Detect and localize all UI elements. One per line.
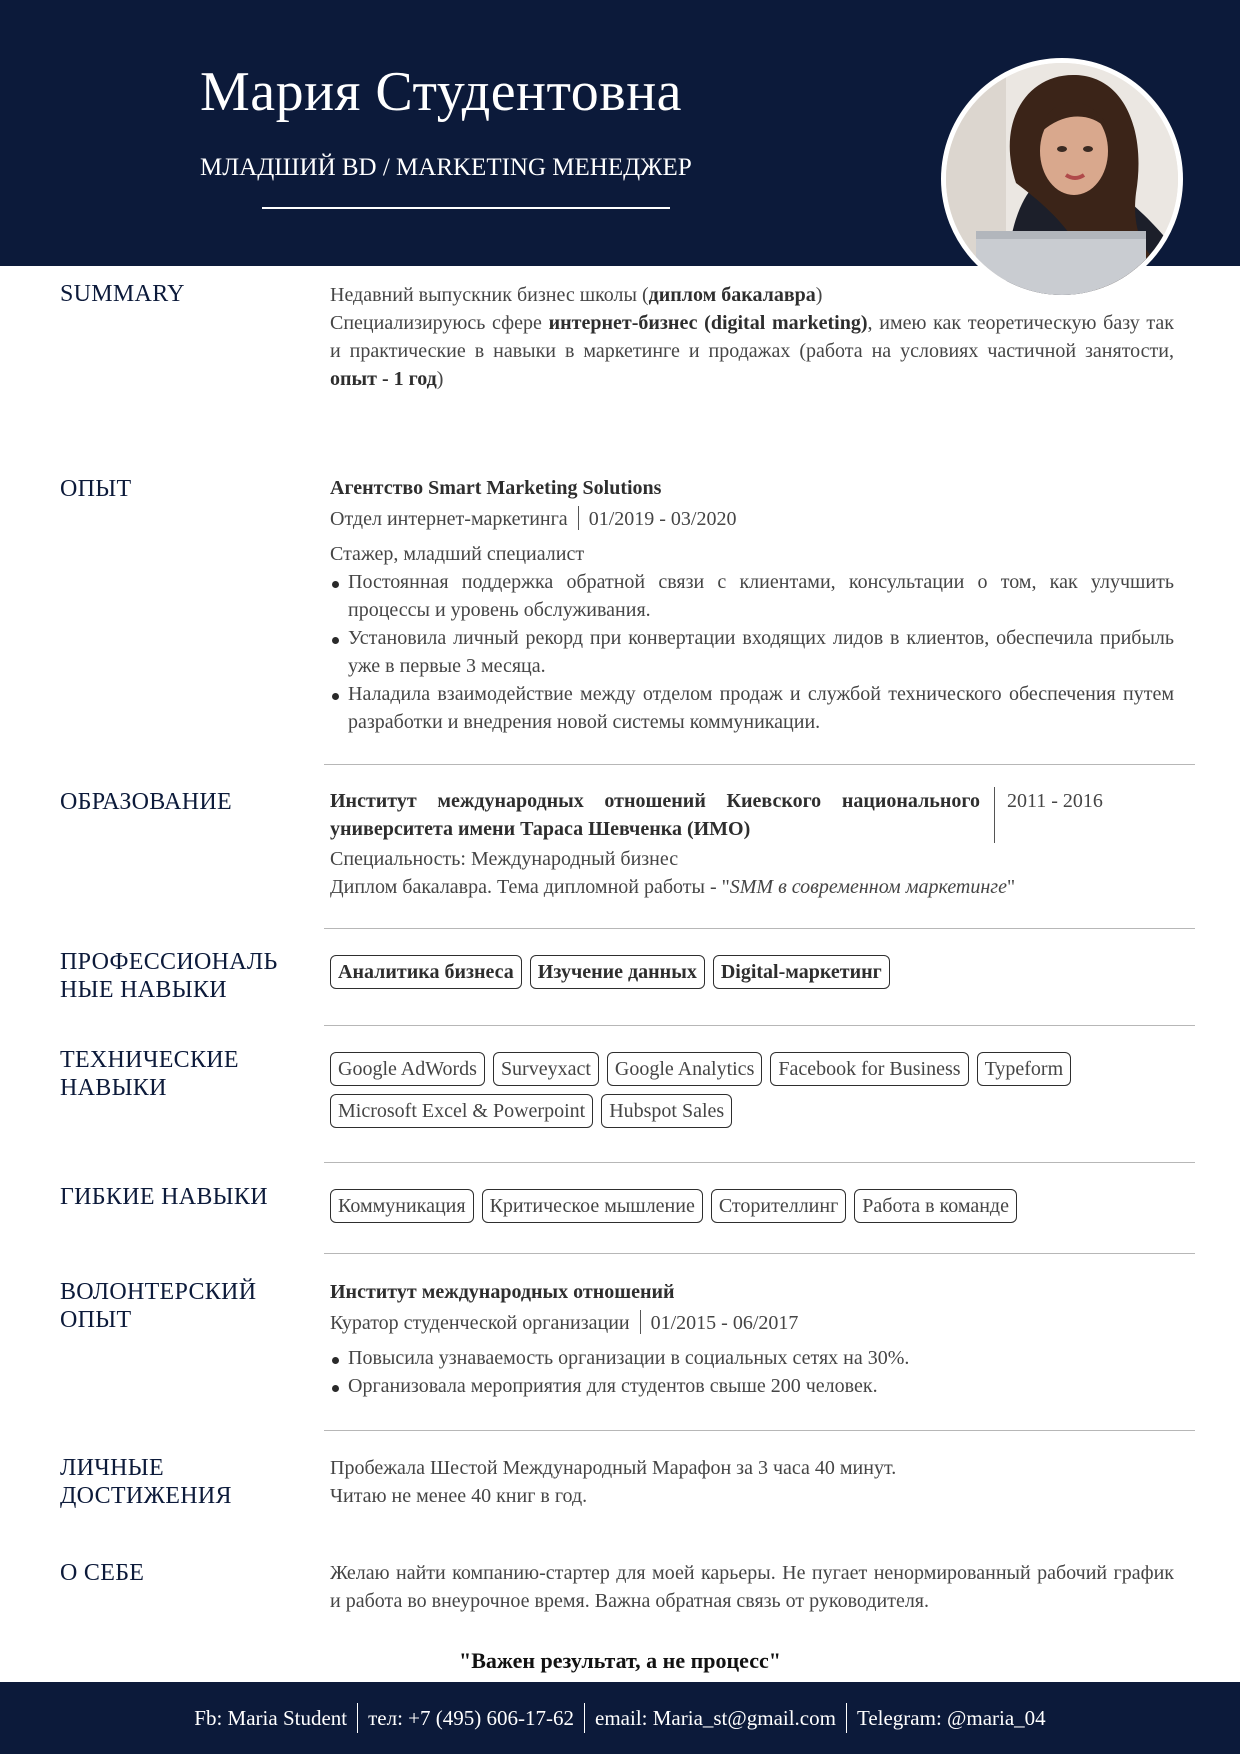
skill-tag: Facebook for Business bbox=[770, 1052, 968, 1086]
volunteer-role: Куратор студенческой организации bbox=[330, 1312, 630, 1334]
volunteer-organization: Институт международных отношений bbox=[330, 1281, 675, 1303]
thesis-text-part: Диплом бакалавра. Тема дипломной работы - " bbox=[330, 876, 730, 898]
contact-footer bbox=[0, 1682, 1240, 1754]
section-divider bbox=[324, 1162, 1195, 1163]
education-thesis bbox=[330, 873, 1174, 901]
experience-block bbox=[330, 474, 1174, 736]
section-divider bbox=[324, 928, 1195, 929]
skill-tag: Аналитика бизнеса bbox=[330, 955, 522, 989]
section-divider bbox=[324, 1430, 1195, 1431]
profile-photo bbox=[941, 58, 1183, 300]
education-specialty: Специальность: Международный бизнес bbox=[330, 848, 679, 870]
skill-tag: Typeform bbox=[977, 1052, 1072, 1086]
section-label-professional-skills bbox=[60, 948, 320, 1004]
achievement-line: Читаю не менее 40 книг в год. bbox=[330, 1485, 588, 1507]
summary-text-part: Недавний выпускник бизнес школы ( bbox=[330, 284, 649, 306]
tag-list bbox=[330, 1052, 1150, 1128]
summary-text-part: , имею как теоретическую базу так и практические в навыки в маркетинге и продажах (работа на условиях частичной занятости, bbox=[330, 312, 1175, 362]
volunteer-meta bbox=[330, 1309, 1174, 1337]
label-line: ВОЛОНТЕРСКИЙ bbox=[60, 1279, 257, 1305]
skill-tag: Google AdWords bbox=[330, 1052, 485, 1086]
section-divider bbox=[324, 1025, 1195, 1026]
telegram-contact[interactable]: Telegram: @maria_04 bbox=[856, 1705, 1046, 1730]
summary-text-part: ) bbox=[436, 368, 444, 390]
list-item: Организовала мероприятия для студентов свыше 200 человек. bbox=[330, 1372, 1174, 1400]
header-divider bbox=[262, 207, 670, 209]
summary-degree: диплом бакалавра bbox=[648, 284, 816, 306]
section-label-achievements bbox=[60, 1454, 320, 1510]
summary-text bbox=[330, 281, 1174, 393]
meta-separator bbox=[640, 1310, 641, 1334]
skill-tag: Изучение данных bbox=[530, 955, 705, 989]
section-label-summary: SUMMARY bbox=[60, 281, 185, 307]
skill-tag: Критическое мышление bbox=[482, 1189, 703, 1223]
experience-bullets bbox=[330, 568, 1174, 736]
experience-department: Отдел интернет-маркетинга bbox=[330, 508, 568, 530]
summary-experience: опыт - 1 год bbox=[330, 368, 437, 390]
skill-tag: Microsoft Excel & Powerpoint bbox=[330, 1094, 593, 1128]
volunteer-block bbox=[330, 1278, 1174, 1400]
section-label-about: О СЕБЕ bbox=[60, 1560, 145, 1586]
label-line: НАВЫКИ bbox=[60, 1075, 167, 1101]
professional-skills-tags bbox=[330, 955, 1174, 989]
education-years: 2011 - 2016 bbox=[1007, 790, 1103, 812]
volunteer-dates: 01/2015 - 06/2017 bbox=[650, 1312, 799, 1334]
achievement-line: Пробежала Шестой Международный Марафон за 3 часа 40 минут. bbox=[330, 1457, 897, 1479]
technical-skills-tags bbox=[330, 1052, 1150, 1128]
about-text: Желаю найти компанию-стартер для моей карьеры. Не пугает ненормированный рабочий график и работа во внеурочное время. Важна обратная связь от руководителя. bbox=[330, 1562, 1174, 1612]
education-block bbox=[330, 787, 1174, 901]
section-label-education: ОБРАЗОВАНИЕ bbox=[60, 789, 232, 815]
list-item: Повысила узнаваемость организации в социальных сетях на 30%. bbox=[330, 1344, 1174, 1372]
section-divider bbox=[324, 1253, 1195, 1254]
facebook-contact[interactable]: Fb: Maria Student bbox=[194, 1705, 348, 1730]
list-item: Постоянная поддержка обратной связи с клиентами, консультации о том, как улучшить процессы и уровень обслуживания. bbox=[330, 568, 1174, 624]
education-institution: Институт международных отношений Киевского национального университета имени Тараса Шевченка (ИМО) bbox=[330, 790, 980, 840]
section-label-experience: ОПЫТ bbox=[60, 476, 132, 502]
experience-company: Агентство Smart Marketing Solutions bbox=[330, 477, 662, 499]
experience-position: Стажер, младший специалист bbox=[330, 543, 585, 565]
experience-dates: 01/2019 - 03/2020 bbox=[588, 508, 737, 530]
section-label-soft-skills: ГИБКИЕ НАВЫКИ bbox=[60, 1184, 268, 1210]
label-line: ЛИЧНЫЕ bbox=[60, 1455, 164, 1481]
candidate-role: МЛАДШИЙ BD / MARKETING МЕНЕДЖЕР bbox=[200, 154, 692, 181]
experience-meta bbox=[330, 505, 1174, 533]
label-line: ТЕХНИЧЕСКИЕ bbox=[60, 1047, 239, 1073]
section-divider bbox=[324, 764, 1195, 765]
summary-text-part: Специализируюсь сфере bbox=[330, 312, 549, 334]
education-header bbox=[330, 787, 1174, 843]
meta-separator bbox=[578, 506, 579, 530]
meta-separator bbox=[994, 787, 995, 843]
label-line: ДОСТИЖЕНИЯ bbox=[60, 1483, 232, 1509]
skill-tag: Сторителлинг bbox=[711, 1189, 846, 1223]
email-contact[interactable]: email: Maria_st@gmail.com bbox=[595, 1705, 836, 1730]
thesis-text-part: " bbox=[1006, 876, 1016, 898]
summary-line-1 bbox=[330, 281, 1174, 309]
section-label-technical-skills bbox=[60, 1046, 320, 1102]
section-label-volunteer bbox=[60, 1278, 320, 1334]
footer-separator bbox=[584, 1703, 585, 1733]
phone-contact[interactable]: тел: +7 (495) 606-17-62 bbox=[368, 1705, 575, 1730]
skill-tag: Google Analytics bbox=[607, 1052, 762, 1086]
summary-specialization: интернет-бизнес (digital marketing) bbox=[548, 312, 868, 334]
skill-tag: Hubspot Sales bbox=[601, 1094, 732, 1128]
summary-text-part: ) bbox=[815, 284, 823, 306]
achievements-block bbox=[330, 1454, 1174, 1510]
volunteer-bullets bbox=[330, 1344, 1174, 1400]
skill-tag: Surveyxact bbox=[493, 1052, 599, 1086]
footer-separator bbox=[357, 1703, 358, 1733]
tag-list bbox=[330, 955, 1174, 989]
label-line: ПРОФЕССИОНАЛЬ bbox=[60, 949, 278, 975]
motto-quote: "Важен результат, а не процесс" bbox=[459, 1648, 781, 1673]
summary-paragraph bbox=[330, 309, 1174, 393]
candidate-name: Мария Студентовна bbox=[200, 61, 683, 123]
thesis-title: SMM в современном маркетинге bbox=[729, 876, 1007, 898]
skill-tag: Коммуникация bbox=[330, 1189, 474, 1223]
label-line: ОПЫТ bbox=[60, 1307, 132, 1333]
list-item: Наладила взаимодействие между отделом продаж и службой технического обеспечения путем разработки и внедрения новой системы коммуникации. bbox=[330, 680, 1174, 736]
footer-separator bbox=[846, 1703, 847, 1733]
tag-list bbox=[330, 1189, 1174, 1223]
skill-tag: Digital-маркетинг bbox=[713, 955, 890, 989]
skill-tag: Работа в команде bbox=[854, 1189, 1017, 1223]
soft-skills-tags bbox=[330, 1189, 1174, 1223]
label-line: НЫЕ НАВЫКИ bbox=[60, 977, 227, 1003]
profile-photo-illustration bbox=[946, 63, 1178, 295]
list-item: Установила личный рекорд при конвертации входящих лидов в клиентов, обеспечила прибыль уже в первые 3 месяца. bbox=[330, 624, 1174, 680]
